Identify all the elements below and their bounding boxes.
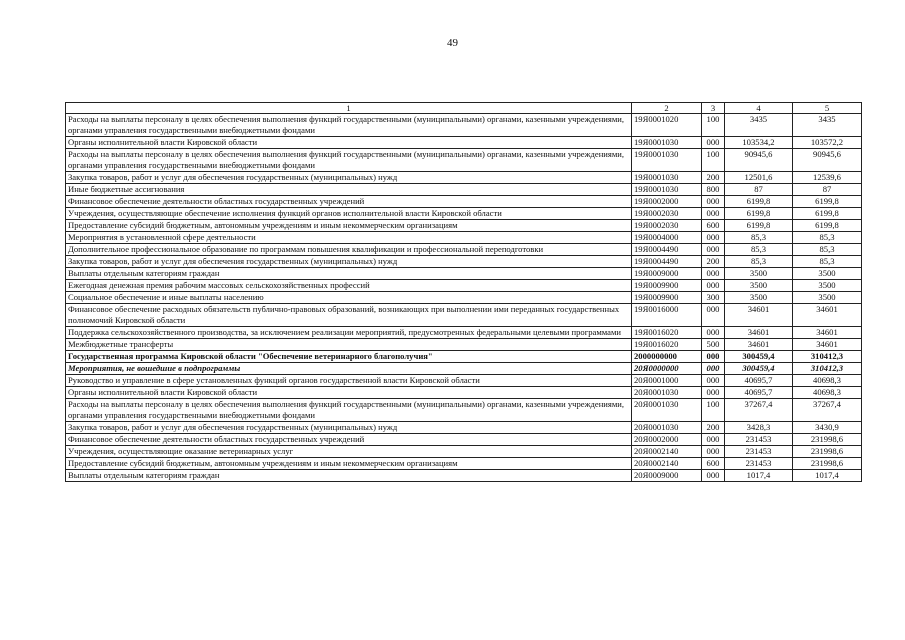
row-amount-1-cell: 6199,8: [725, 220, 793, 232]
column-header-expense-type: 3: [702, 103, 725, 114]
row-name-cell: Финансовое обеспечение деятельности областных государственных учреждений: [66, 434, 632, 446]
column-header-amount-2: 5: [793, 103, 862, 114]
row-amount-2-cell: 34601: [793, 339, 862, 351]
table-row: [66, 208, 862, 220]
table-row: [66, 184, 862, 196]
row-code-cell: 19Я0001020: [632, 114, 702, 137]
row-amount-2-cell: 3430,9: [793, 422, 862, 434]
row-amount-2-cell: 40698,3: [793, 387, 862, 399]
row-amount-2-cell: 231998,6: [793, 446, 862, 458]
table-row: [66, 292, 862, 304]
row-amount-1-cell: 3428,3: [725, 422, 793, 434]
row-name-cell: Иные бюджетные ассигнования: [66, 184, 632, 196]
row-code-cell: 19Я0004490: [632, 256, 702, 268]
row-code-cell: 19Я0001030: [632, 149, 702, 172]
row-amount-1-cell: 300459,4: [725, 363, 793, 375]
row-expense-type-cell: 600: [702, 458, 725, 470]
table-row: [66, 137, 862, 149]
budget-table: [65, 102, 862, 482]
row-code-cell: 19Я0016020: [632, 339, 702, 351]
table-row: [66, 244, 862, 256]
row-amount-2-cell: 231998,6: [793, 458, 862, 470]
row-amount-2-cell: 85,3: [793, 256, 862, 268]
row-name-cell: Расходы на выплаты персоналу в целях обеспечения выполнения функций государственными (муниципальными) органами, казенными учреждениями, органами управления государственными внебюджетными фондами: [66, 114, 632, 137]
table-row: [66, 339, 862, 351]
table-row: [66, 387, 862, 399]
table-row: [66, 172, 862, 184]
row-amount-1-cell: 103534,2: [725, 137, 793, 149]
row-expense-type-cell: 100: [702, 149, 725, 172]
row-code-cell: 19Я0016000: [632, 304, 702, 327]
row-expense-type-cell: 000: [702, 387, 725, 399]
row-expense-type-cell: 300: [702, 292, 725, 304]
row-name-cell: Выплаты отдельным категориям граждан: [66, 470, 632, 482]
row-expense-type-cell: 000: [702, 137, 725, 149]
row-amount-1-cell: 90945,6: [725, 149, 793, 172]
row-name-cell: Ежегодная денежная премия рабочим массовых сельскохозяйственных профессий: [66, 280, 632, 292]
row-amount-2-cell: 85,3: [793, 232, 862, 244]
row-expense-type-cell: 000: [702, 446, 725, 458]
row-expense-type-cell: 800: [702, 184, 725, 196]
row-amount-1-cell: 3500: [725, 292, 793, 304]
row-name-cell: Предоставление субсидий бюджетным, автономным учреждениям и иным некоммерческим организациям: [66, 458, 632, 470]
row-name-cell: Социальное обеспечение и иные выплаты населению: [66, 292, 632, 304]
row-name-cell: Учреждения, осуществляющие обеспечение исполнения функций органов исполнительной власти Кировской области: [66, 208, 632, 220]
row-amount-2-cell: 85,3: [793, 244, 862, 256]
row-amount-2-cell: 37267,4: [793, 399, 862, 422]
row-expense-type-cell: 000: [702, 375, 725, 387]
row-expense-type-cell: 100: [702, 114, 725, 137]
table-row: [66, 422, 862, 434]
row-name-cell: Закупка товаров, работ и услуг для обеспечения государственных (муниципальных) нужд: [66, 172, 632, 184]
table-row: [66, 196, 862, 208]
row-name-cell: Закупка товаров, работ и услуг для обеспечения государственных (муниципальных) нужд: [66, 256, 632, 268]
row-expense-type-cell: 100: [702, 399, 725, 422]
row-name-cell: Расходы на выплаты персоналу в целях обеспечения выполнения функций государственными (муниципальными) органами, казенными учреждениями, органами управления государственными внебюджетными фондами: [66, 149, 632, 172]
table-row: [66, 256, 862, 268]
row-name-cell: Органы исполнительной власти Кировской области: [66, 387, 632, 399]
row-code-cell: 19Я0002030: [632, 208, 702, 220]
row-code-cell: 19Я0009900: [632, 292, 702, 304]
table-row: [66, 304, 862, 327]
row-name-cell: Дополнительное профессиональное образование по программам повышения квалификации и профессиональной переподготовки: [66, 244, 632, 256]
row-amount-1-cell: 34601: [725, 339, 793, 351]
row-amount-1-cell: 6199,8: [725, 208, 793, 220]
table-row: [66, 232, 862, 244]
row-amount-1-cell: 40695,7: [725, 387, 793, 399]
row-amount-2-cell: 310412,3: [793, 363, 862, 375]
row-code-cell: 20Я0002140: [632, 458, 702, 470]
row-amount-2-cell: 40698,3: [793, 375, 862, 387]
row-code-cell: 20Я0002000: [632, 434, 702, 446]
row-code-cell: 19Я0009900: [632, 280, 702, 292]
row-expense-type-cell: 000: [702, 434, 725, 446]
row-amount-1-cell: 6199,8: [725, 196, 793, 208]
table-row: [66, 470, 862, 482]
row-amount-2-cell: 1017,4: [793, 470, 862, 482]
row-code-cell: 20Я0009000: [632, 470, 702, 482]
row-amount-2-cell: 310412,3: [793, 351, 862, 363]
row-amount-2-cell: 6199,8: [793, 196, 862, 208]
row-amount-2-cell: 90945,6: [793, 149, 862, 172]
row-amount-1-cell: 34601: [725, 304, 793, 327]
row-expense-type-cell: 000: [702, 327, 725, 339]
row-expense-type-cell: 000: [702, 280, 725, 292]
row-expense-type-cell: 000: [702, 351, 725, 363]
table-row: [66, 268, 862, 280]
row-code-cell: 19Я0002000: [632, 196, 702, 208]
row-amount-2-cell: 6199,8: [793, 220, 862, 232]
row-amount-1-cell: 85,3: [725, 244, 793, 256]
row-amount-2-cell: 6199,8: [793, 208, 862, 220]
row-amount-1-cell: 3500: [725, 268, 793, 280]
table-row: [66, 114, 862, 137]
table-row: [66, 446, 862, 458]
page-number: 49: [447, 37, 458, 49]
row-code-cell: 19Я0001030: [632, 137, 702, 149]
row-code-cell: 20Я0000000: [632, 363, 702, 375]
row-code-cell: 20Я0001030: [632, 399, 702, 422]
row-code-cell: 19Я0002030: [632, 220, 702, 232]
table-header-row: [66, 103, 862, 114]
row-code-cell: 20Я0001030: [632, 422, 702, 434]
row-expense-type-cell: 000: [702, 244, 725, 256]
row-amount-1-cell: 40695,7: [725, 375, 793, 387]
table-row: [66, 351, 862, 363]
row-expense-type-cell: 000: [702, 304, 725, 327]
row-amount-1-cell: 85,3: [725, 256, 793, 268]
row-name-cell: Межбюджетные трансферты: [66, 339, 632, 351]
row-expense-type-cell: 200: [702, 256, 725, 268]
row-amount-1-cell: 12501,6: [725, 172, 793, 184]
row-amount-2-cell: 34601: [793, 304, 862, 327]
row-name-cell: Государственная программа Кировской области "Обеспечение ветеринарного благополучия": [66, 351, 632, 363]
row-expense-type-cell: 000: [702, 363, 725, 375]
row-amount-1-cell: 37267,4: [725, 399, 793, 422]
row-amount-1-cell: 3435: [725, 114, 793, 137]
row-amount-2-cell: 231998,6: [793, 434, 862, 446]
row-code-cell: 2000000000: [632, 351, 702, 363]
row-expense-type-cell: 200: [702, 422, 725, 434]
row-expense-type-cell: 000: [702, 470, 725, 482]
row-amount-1-cell: 1017,4: [725, 470, 793, 482]
row-name-cell: Финансовое обеспечение деятельности областных государственных учреждений: [66, 196, 632, 208]
row-expense-type-cell: 000: [702, 208, 725, 220]
row-name-cell: Поддержка сельскохозяйственного производства, за исключением реализации мероприятий, предусмотренных федеральными целевыми программами: [66, 327, 632, 339]
table-row: [66, 399, 862, 422]
row-name-cell: Учреждения, осуществляющие оказание ветеринарных услуг: [66, 446, 632, 458]
table-row: [66, 458, 862, 470]
row-name-cell: Руководство и управление в сфере установленных функций органов государственной власти Кировской области: [66, 375, 632, 387]
table-body: [66, 114, 862, 482]
row-code-cell: 20Я0001000: [632, 375, 702, 387]
row-name-cell: Расходы на выплаты персоналу в целях обеспечения выполнения функций государственными (муниципальными) органами, казенными учреждениями, органами управления государственными внебюджетными фондами: [66, 399, 632, 422]
row-expense-type-cell: 000: [702, 268, 725, 280]
table-row: [66, 280, 862, 292]
row-amount-1-cell: 34601: [725, 327, 793, 339]
row-amount-1-cell: 231453: [725, 434, 793, 446]
column-header-name: 1: [66, 103, 632, 114]
row-amount-2-cell: 87: [793, 184, 862, 196]
row-amount-2-cell: 103572,2: [793, 137, 862, 149]
row-amount-2-cell: 3435: [793, 114, 862, 137]
table-row: [66, 434, 862, 446]
row-amount-2-cell: 3500: [793, 268, 862, 280]
row-name-cell: Выплаты отдельным категориям граждан: [66, 268, 632, 280]
row-name-cell: Органы исполнительной власти Кировской области: [66, 137, 632, 149]
table-row: [66, 375, 862, 387]
row-expense-type-cell: 500: [702, 339, 725, 351]
column-header-amount-1: 4: [725, 103, 793, 114]
table-row: [66, 149, 862, 172]
row-code-cell: 19Я0001030: [632, 172, 702, 184]
table-row: [66, 220, 862, 232]
row-code-cell: 19Я0001030: [632, 184, 702, 196]
row-code-cell: 19Я0004000: [632, 232, 702, 244]
row-amount-2-cell: 34601: [793, 327, 862, 339]
row-code-cell: 19Я0016020: [632, 327, 702, 339]
row-amount-2-cell: 3500: [793, 280, 862, 292]
column-header-code: 2: [632, 103, 702, 114]
row-amount-1-cell: 87: [725, 184, 793, 196]
row-expense-type-cell: 000: [702, 196, 725, 208]
row-name-cell: Мероприятия в установленной сфере деятельности: [66, 232, 632, 244]
row-name-cell: Предоставление субсидий бюджетным, автономным учреждениям и иным некоммерческим организациям: [66, 220, 632, 232]
row-code-cell: 19Я0004490: [632, 244, 702, 256]
row-amount-2-cell: 12539,6: [793, 172, 862, 184]
row-expense-type-cell: 200: [702, 172, 725, 184]
row-code-cell: 20Я0002140: [632, 446, 702, 458]
row-expense-type-cell: 000: [702, 232, 725, 244]
row-name-cell: Мероприятия, не вошедшие в подпрограммы: [66, 363, 632, 375]
row-code-cell: 19Я0009000: [632, 268, 702, 280]
table-row: [66, 327, 862, 339]
row-amount-1-cell: 231453: [725, 446, 793, 458]
row-name-cell: Закупка товаров, работ и услуг для обеспечения государственных (муниципальных) нужд: [66, 422, 632, 434]
row-amount-2-cell: 3500: [793, 292, 862, 304]
row-name-cell: Финансовое обеспечение расходных обязательств публично-правовых образований, возникающих при выполнении ими переданных государственных полномочий Кировской области: [66, 304, 632, 327]
row-amount-1-cell: 3500: [725, 280, 793, 292]
table-row: [66, 363, 862, 375]
row-amount-1-cell: 300459,4: [725, 351, 793, 363]
row-code-cell: 20Я0001030: [632, 387, 702, 399]
row-expense-type-cell: 600: [702, 220, 725, 232]
row-amount-1-cell: 85,3: [725, 232, 793, 244]
row-amount-1-cell: 231453: [725, 458, 793, 470]
